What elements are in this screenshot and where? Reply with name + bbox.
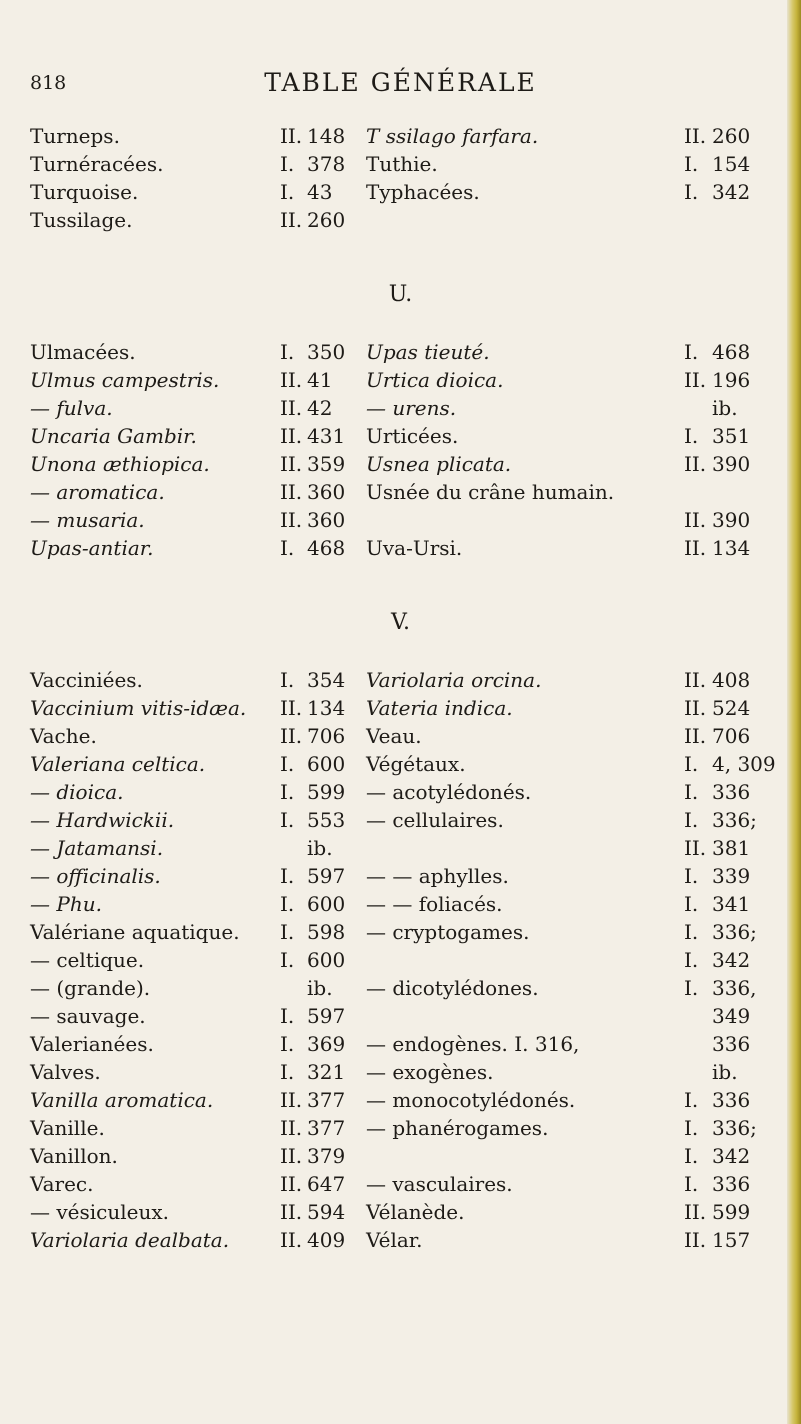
page-number: 818 [30,72,67,94]
entry-volume: II. [280,724,303,748]
entry-term: — musaria. [30,508,145,532]
entry-volume: I. [684,808,699,832]
entry-page: 342 [712,948,751,972]
entry-term: Turquoise. [30,180,139,204]
entry-page: 408 [712,668,751,692]
entry-page: 41 [307,368,333,392]
entry-page: 468 [307,536,346,560]
right-column [366,340,766,564]
entry-page: 369 [307,1032,346,1056]
entry-volume: II. [280,424,303,448]
index-entry [366,1004,766,1032]
index-entry [366,1032,766,1060]
entry-page: 336; [712,808,757,832]
entry-volume: I. [684,1088,699,1112]
index-entry [366,780,766,808]
entry-term: — aromatica. [30,480,165,504]
entry-term: — exogènes. [366,1060,494,1084]
entry-volume: I. [684,780,699,804]
index-entry [30,1004,360,1032]
entry-term: — Jatamansi. [30,836,164,860]
entry-term: — Hardwickii. [30,808,175,832]
index-entry [366,1200,766,1228]
index-entry [30,920,360,948]
entry-term: — dicotylédones. [366,976,539,1000]
entry-term: Uva-Ursi. [366,536,463,560]
entry-term: Vaccinium vitis-idæa. [30,696,247,720]
entry-term: Upas-antiar. [30,536,154,560]
entry-volume: I. [684,1144,699,1168]
index-entry [366,1088,766,1116]
index-entry [30,1116,360,1144]
entry-term: Usnée du crâne humain. [366,480,615,504]
index-entry [366,152,766,180]
entry-page: 378 [307,152,346,176]
entry-term: Végétaux. [366,752,466,776]
index-entry [366,340,766,368]
index-entry [30,1200,360,1228]
entry-volume: I. [280,1060,295,1084]
right-column [366,668,776,1256]
entry-page: 321 [307,1060,346,1084]
entry-volume: II. [684,508,707,532]
entry-term: — sauvage. [30,1004,146,1028]
index-entry [30,536,360,564]
index-entry [366,696,766,724]
entry-volume: II. [280,396,303,420]
entry-term: Tussilage. [30,208,133,232]
entry-term: — officinalis. [30,864,161,888]
entry-page: 336, [712,976,757,1000]
entry-volume: I. [684,152,699,176]
index-entry [366,752,776,780]
entry-term: Vélar. [366,1228,423,1252]
entry-page: 409 [307,1228,346,1252]
index-entry [30,892,360,920]
entry-page: 157 [712,1228,751,1252]
index-entry [366,892,766,920]
entry-page: 524 [712,696,751,720]
index-entry [366,1172,766,1200]
index-entry [366,368,766,396]
entry-page: 350 [307,340,346,364]
index-entry [30,368,360,396]
entry-volume: II. [280,1228,303,1252]
index-entry [366,480,766,508]
index-entry [366,976,766,1004]
entry-page: 196 [712,368,751,392]
index-entry [30,1088,360,1116]
entry-volume: II. [280,1172,303,1196]
entry-page: 339 [712,864,751,888]
entry-volume: I. [280,1004,295,1028]
entry-volume: II. [684,368,707,392]
entry-volume: II. [280,368,303,392]
index-entry [30,340,360,368]
index-entry [30,976,360,1004]
entry-page: 336; [712,920,757,944]
entry-volume: I. [684,892,699,916]
entry-term: Vanilla aromatica. [30,1088,214,1112]
index-entry [30,1172,360,1200]
entry-term: Ulmus campestris. [30,368,220,392]
entry-volume: I. [280,892,295,916]
entry-volume: II. [280,452,303,476]
entry-page: 43 [307,180,333,204]
entry-page: 597 [307,1004,346,1028]
entry-page: 647 [307,1172,346,1196]
entry-term: Turneps. [30,124,120,148]
index-entry [30,808,360,836]
index-entry [366,668,766,696]
entry-volume: I. [684,920,699,944]
entry-volume: II. [280,124,303,148]
index-entry [30,724,360,752]
index-entry [366,920,766,948]
entry-page: 260 [307,208,346,232]
entry-term: Urticées. [366,424,459,448]
entry-volume: I. [280,536,295,560]
entry-term: Varec. [30,1172,94,1196]
entry-term: — Phu. [30,892,102,916]
entry-page: 599 [307,780,346,804]
entry-term: Unona æthiopica. [30,452,210,476]
entry-volume: II. [280,1088,303,1112]
entry-volume: I. [684,1172,699,1196]
index-entry [366,836,766,864]
entry-volume: II. [280,696,303,720]
entry-page: 381 [712,836,751,860]
entry-page: 148 [307,124,346,148]
entry-page: 390 [712,508,751,532]
entry-term: Vateria indica. [366,696,513,720]
entry-term: — urens. [366,396,457,420]
entry-term: — (grande). [30,976,151,1000]
index-entry [30,452,360,480]
entry-volume: II. [280,1144,303,1168]
section-letter: U. [388,282,413,307]
entry-volume: I. [684,1116,699,1140]
entry-volume: I. [684,752,699,776]
entry-page: 360 [307,508,346,532]
index-entry [366,948,766,976]
entry-term: Typhacées. [366,180,480,204]
index-entry [366,180,766,208]
entry-term: Urtica dioica. [366,368,504,392]
entry-volume: II. [684,536,707,560]
index-entry [30,752,360,780]
index-entry [30,864,360,892]
index-entry [366,1228,766,1256]
index-entry [366,808,766,836]
left-column [30,340,360,564]
entry-term: Vache. [30,724,97,748]
entry-term: — dioica. [30,780,124,804]
entry-page: 351 [712,424,751,448]
entry-page: 360 [307,480,346,504]
entry-term: — endogènes. I. 316, [366,1032,580,1056]
entry-volume: I. [684,948,699,972]
entry-term: — — foliacés. [366,892,503,916]
entry-page: 594 [307,1200,346,1224]
entry-term: Valériane aquatique. [30,920,240,944]
entry-page: 336 [712,780,751,804]
entry-page: 154 [712,152,751,176]
entry-page: 260 [712,124,751,148]
index-entry [30,152,360,180]
index-entry [30,1060,360,1088]
entry-term: Valerianées. [30,1032,154,1056]
index-entry [30,836,360,864]
entry-page: 431 [307,424,346,448]
index-entry [30,424,360,452]
entry-volume: I. [280,340,295,364]
entry-term: — fulva. [30,396,113,420]
entry-page: 377 [307,1116,346,1140]
left-column [30,668,360,1256]
entry-term: Veau. [366,724,422,748]
left-column [30,124,360,236]
index-entry [366,1060,766,1088]
entry-volume: II. [684,836,707,860]
index-entry [30,480,360,508]
entry-volume: II. [280,208,303,232]
index-entry [366,864,766,892]
entry-volume: I. [280,948,295,972]
entry-term: Tuthie. [366,152,438,176]
entry-term: Vanille. [30,1116,105,1140]
entry-term: Turnéracées. [30,152,164,176]
entry-volume: I. [684,180,699,204]
index-entry [30,124,360,152]
entry-page: 4, 309 [712,752,776,776]
index-entry [366,424,766,452]
entry-volume: II. [280,508,303,532]
index-entry [30,1032,360,1060]
entry-page: 342 [712,180,751,204]
entry-page: 600 [307,948,346,972]
index-entry [366,452,766,480]
entry-volume: II. [684,724,707,748]
entry-page: 600 [307,892,346,916]
entry-term: — vésiculeux. [30,1200,169,1224]
index-entry [30,1144,360,1172]
page-edge [787,0,801,1424]
entry-page: 336 [712,1172,751,1196]
index-entry [30,668,360,696]
section-letter: V. [390,610,411,635]
entry-page: 379 [307,1144,346,1168]
entry-page: 706 [712,724,751,748]
entry-volume: II. [684,696,707,720]
entry-page: 42 [307,396,333,420]
index-entry [30,396,360,424]
entry-page: 342 [712,1144,751,1168]
entry-volume: II. [684,1200,707,1224]
entry-page: 336 [712,1032,751,1056]
index-entry [30,948,360,976]
entry-term: — monocotylédonés. [366,1088,576,1112]
entry-volume: I. [684,340,699,364]
entry-term: Variolaria dealbata. [30,1228,230,1252]
entry-page: ib. [712,1060,738,1084]
entry-term: — phanérogames. [366,1116,549,1140]
entry-page: ib. [307,836,333,860]
entry-volume: I. [684,976,699,1000]
entry-page: 390 [712,452,751,476]
entry-term: Vanillon. [30,1144,118,1168]
entry-term: Valves. [30,1060,101,1084]
entry-term: — vasculaires. [366,1172,513,1196]
entry-term: — celtique. [30,948,145,972]
entry-volume: I. [684,864,699,888]
index-entry [30,780,360,808]
entry-volume: I. [280,668,295,692]
index-entry [366,536,766,564]
entry-term: — cellulaires. [366,808,504,832]
running-title: TABLE GÉNÉRALE [264,68,537,97]
entry-page: 336 [712,1088,751,1112]
entry-term: Variolaria orcina. [366,668,542,692]
index-entry [30,1228,360,1256]
index-entry [366,124,766,152]
entry-volume: I. [280,180,295,204]
entry-term: Upas tieuté. [366,340,490,364]
entry-page: 599 [712,1200,751,1224]
index-entry [366,724,766,752]
right-column [366,124,766,208]
entry-volume: I. [280,780,295,804]
entry-volume: II. [684,1228,707,1252]
entry-term: Vélanède. [366,1200,465,1224]
entry-page: 341 [712,892,751,916]
entry-term: Vacciniées. [30,668,143,692]
entry-page: 597 [307,864,346,888]
entry-volume: II. [684,668,707,692]
entry-term: — acotylédonés. [366,780,532,804]
entry-page: 336; [712,1116,757,1140]
entry-page: 134 [712,536,751,560]
index-entry [30,696,360,724]
index-entry [366,1116,766,1144]
index-entry [30,508,360,536]
entry-term: Uncaria Gambir. [30,424,197,448]
entry-term: Ulmacées. [30,340,136,364]
page-header [0,64,801,104]
entry-page: 706 [307,724,346,748]
index-entry [30,208,360,236]
entry-term: Valeriana celtica. [30,752,206,776]
entry-page: 598 [307,920,346,944]
index-entry [366,508,766,536]
entry-volume: II. [684,452,707,476]
entry-page: ib. [307,976,333,1000]
entry-term: T ssilago farfara. [366,124,539,148]
entry-volume: II. [684,124,707,148]
entry-volume: II. [280,1116,303,1140]
index-entry [366,396,766,424]
entry-page: 553 [307,808,346,832]
entry-page: 377 [307,1088,346,1112]
entry-page: ib. [712,396,738,420]
entry-volume: II. [280,480,303,504]
entry-term: — cryptogames. [366,920,530,944]
entry-page: 134 [307,696,346,720]
entry-volume: I. [280,752,295,776]
entry-volume: I. [280,1032,295,1056]
index-entry [30,180,360,208]
entry-volume: I. [280,152,295,176]
entry-page: 349 [712,1004,751,1028]
entry-page: 600 [307,752,346,776]
index-entry [366,1144,766,1172]
entry-volume: I. [280,920,295,944]
entry-volume: I. [280,864,295,888]
entry-term: Usnea plicata. [366,452,512,476]
entry-page: 359 [307,452,346,476]
entry-page: 468 [712,340,751,364]
entry-volume: II. [280,1200,303,1224]
entry-volume: I. [280,808,295,832]
entry-page: 354 [307,668,346,692]
entry-volume: I. [684,424,699,448]
entry-term: — — aphylles. [366,864,509,888]
